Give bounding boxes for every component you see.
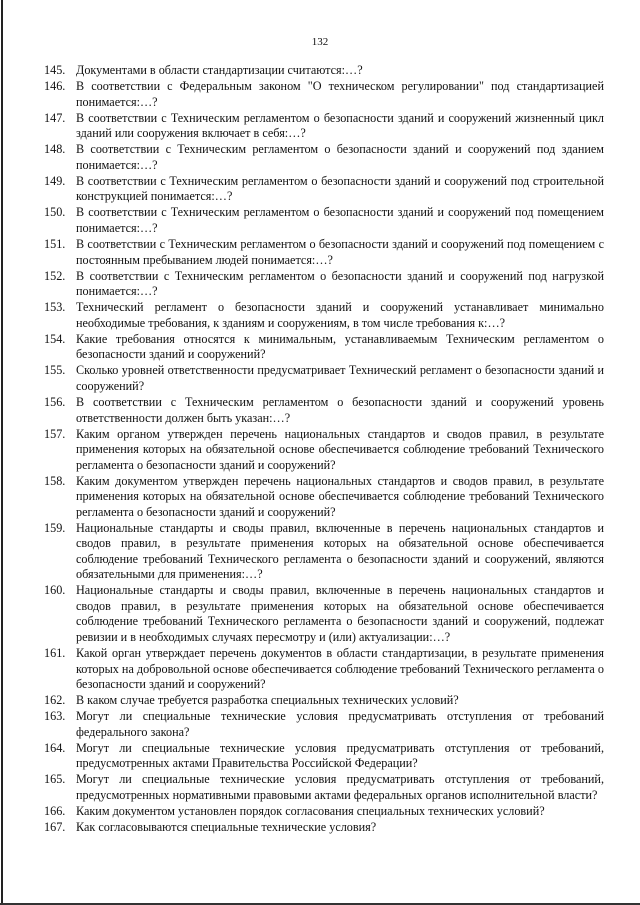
question-text: В соответствии с Федеральным законом "О техническом регулировании" под стандартизацией понимается:…? (76, 79, 604, 109)
question-text: Каким органом утвержден перечень национальных стандартов и сводов правил, в результате применения которых на обязательной основе обеспечивается соблюдение требований Технического регламента о безопасности зданий и сооружений? (76, 426, 604, 472)
question-item (44, 63, 604, 79)
question-item (44, 332, 604, 363)
question-item (44, 772, 604, 803)
question-number: 158. (44, 473, 66, 488)
question-number: 167. (44, 820, 66, 835)
question-text: Могут ли специальные технические условия предусматривать отступления от требований, предусмотренных актами Правительства Российской Федерации? (76, 740, 604, 771)
question-list (44, 63, 604, 836)
question-item (44, 300, 604, 331)
question-item (44, 709, 604, 740)
question-text: Национальные стандарты и своды правил, включенные в перечень национальных стандартов и сводов правил, в результате применения которых на обязательной основе обеспечивается соблюдение требований Технического регламента о безопасности зданий и сооружений, подлежат ревизии и в необходимых случаях пересмотру и (или) актуализации:…? (76, 583, 604, 644)
question-number: 152. (44, 268, 66, 283)
question-number: 151. (44, 237, 66, 252)
question-text: Какие требования относятся к минимальным, устанавливаемым Техническим регламентом о безопасности зданий и сооружений? (76, 331, 604, 362)
question-text: В каком случае требуется разработка специальных технических условий? (76, 693, 459, 708)
page-number: 132 (311, 36, 329, 48)
question-number: 159. (44, 520, 66, 535)
question-number: 166. (44, 803, 66, 818)
question-text: Технический регламент о безопасности зданий и сооружений устанавливает минимально необходимые требования, к зданиям и сооружениям, в том числе требования к:…? (76, 300, 604, 330)
question-item (44, 820, 604, 836)
question-text: В соответствии с Техническим регламентом о безопасности зданий и сооружений под зданием понимается:…? (76, 142, 604, 172)
question-number: 150. (44, 205, 66, 220)
question-number: 153. (44, 300, 66, 315)
question-number: 160. (44, 583, 66, 598)
question-number: 162. (44, 693, 66, 708)
question-item (44, 205, 604, 236)
question-text: Как согласовываются специальные технические условия? (76, 820, 377, 835)
question-item (44, 521, 604, 583)
question-text: В соответствии с Техническим регламентом о безопасности зданий и сооружений под помещением понимается:…? (76, 205, 604, 235)
question-number: 155. (44, 363, 66, 378)
question-item (44, 583, 604, 645)
question-text: В соответствии с Техническим регламентом о безопасности зданий и сооружений под нагрузкой понимается:…? (76, 268, 604, 299)
question-item (44, 741, 604, 772)
question-number: 156. (44, 395, 66, 410)
question-item (44, 427, 604, 474)
question-number: 161. (44, 646, 66, 660)
question-number: 146. (44, 79, 66, 94)
question-item (44, 79, 604, 110)
question-number: 165. (44, 772, 66, 787)
question-item (44, 804, 604, 820)
question-item (44, 693, 604, 709)
question-number: 147. (44, 110, 66, 125)
question-text: Каким документом установлен порядок согласования специальных технических условий? (76, 803, 545, 818)
question-item (44, 174, 604, 205)
question-text: Могут ли специальные технические условия предусматривать отступления от требований федерального закона? (76, 709, 604, 739)
question-text: Могут ли специальные технические условия предусматривать отступления от требований, предусмотренных нормативными правовыми актами федеральных органов исполнительной власти? (76, 772, 604, 802)
question-text: В соответствии с Техническим регламентом о безопасности зданий и сооружений жизненный цикл зданий или сооружения включает в себя:…? (76, 110, 604, 141)
question-text: Каким документом утвержден перечень национальных стандартов и сводов правил, в результате применения которых на обязательной основе обеспечивается соблюдение требований Технического регламента о безопасности зданий и сооружений? (76, 473, 604, 519)
question-item (44, 363, 604, 394)
question-text: В соответствии с Техническим регламентом о безопасности зданий и сооружений под помещением с постоянным пребыванием людей понимается:…? (76, 237, 604, 267)
question-text: Документами в области стандартизации считаются:…? (76, 63, 363, 77)
question-number: 157. (44, 426, 66, 441)
question-item (44, 111, 604, 142)
question-item (44, 142, 604, 173)
question-number: 164. (44, 740, 66, 755)
question-text: В соответствии с Техническим регламентом о безопасности зданий и сооружений под строительной конструкцией понимается:…? (76, 173, 604, 204)
question-item (44, 646, 604, 693)
question-number: 149. (44, 173, 66, 188)
question-item (44, 395, 604, 426)
question-text: Какой орган утверждает перечень документов в области стандартизации, в результате применения которых на добровольной основе обеспечивается соблюдение требований Технического регламента о безопасности зданий и сооружений? (76, 646, 604, 691)
question-text: Сколько уровней ответственности предусматривает Технический регламент о безопасности зданий и сооружений? (76, 363, 604, 393)
question-number: 145. (44, 63, 66, 77)
question-item (44, 269, 604, 300)
question-item (44, 237, 604, 268)
scan-left-edge (1, 0, 3, 905)
question-item (44, 474, 604, 521)
question-number: 148. (44, 142, 66, 157)
question-number: 154. (44, 331, 66, 346)
question-text: В соответствии с Техническим регламентом о безопасности зданий и сооружений уровень ответственности должен быть указан:…? (76, 395, 604, 425)
question-number: 163. (44, 709, 66, 724)
question-text: Национальные стандарты и своды правил, включенные в перечень национальных стандартов и сводов правил, в результате применения которых на обязательной основе обеспечивается соблюдение требований Технического регламента о безопасности зданий и сооружений, являются обязательными для применения:…? (76, 520, 604, 582)
